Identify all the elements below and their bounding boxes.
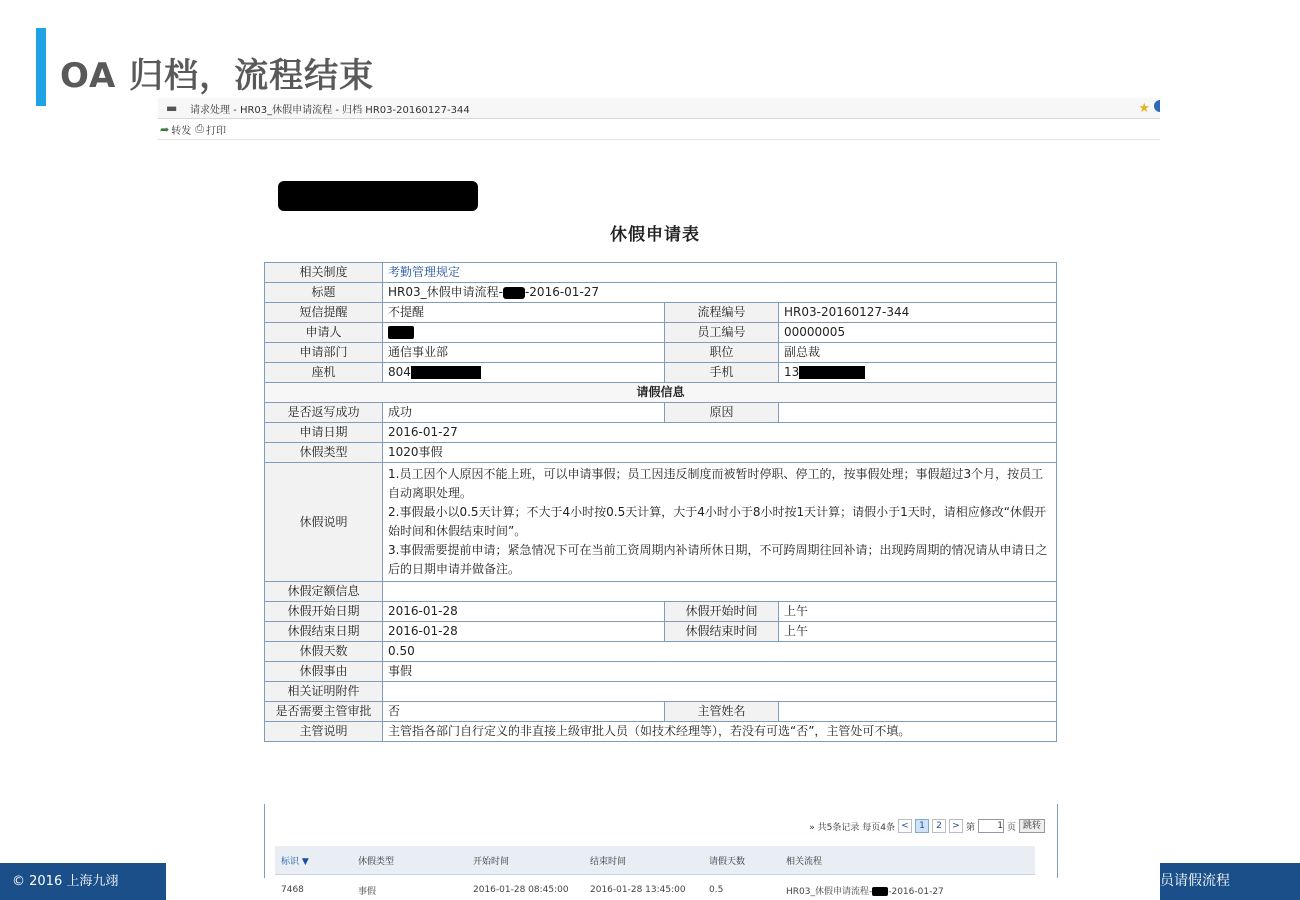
process-no-value: HR03-20160127-344	[779, 303, 1057, 323]
form-row	[265, 722, 1057, 742]
column-header-days[interactable]: 请假天数	[703, 846, 780, 875]
prev-page-button[interactable]: <	[898, 819, 912, 833]
form-row	[265, 343, 1057, 363]
form-row	[265, 463, 1057, 582]
page-icon: ▬	[166, 101, 178, 115]
field-label: 相关证明附件	[265, 682, 383, 702]
form-row	[265, 582, 1057, 602]
form-row	[265, 403, 1057, 423]
cell-start: 2016-01-28 08:45:00	[473, 885, 569, 895]
form-row	[265, 622, 1057, 642]
supervisor-desc-value: 主管指各部门自行定义的非直接上级审批人员（如技术经理等），若没有可选“否”，主管处可不填。	[383, 722, 1057, 742]
form-row	[265, 682, 1057, 702]
leave-records-panel	[264, 804, 1058, 897]
goto-button[interactable]: 跳转	[1019, 819, 1045, 833]
print-label: 打印	[206, 125, 227, 137]
supervisor-name-value	[779, 702, 1057, 722]
title-accent-bar	[36, 28, 46, 106]
print-button[interactable]	[195, 122, 226, 137]
pagination-summary: » 共5条记录 每页4条	[809, 822, 895, 833]
table-header-row	[275, 846, 1035, 875]
form-row	[265, 602, 1057, 622]
globe-icon[interactable]	[1154, 100, 1160, 112]
field-label: 是否返写成功	[265, 403, 383, 423]
field-label: 手机	[665, 363, 779, 383]
field-label: 相关制度	[265, 263, 383, 283]
cell-days: 0.5	[709, 885, 724, 895]
form-row	[265, 263, 1057, 283]
reason-value	[779, 403, 1057, 423]
footer-copyright: © 2016 上海九翊	[0, 863, 166, 900]
column-header-type[interactable]: 休假类型	[352, 846, 467, 875]
start-time-value: 上午	[779, 602, 1057, 622]
mobile-value: 13	[779, 363, 1057, 383]
field-label: 职位	[665, 343, 779, 363]
form-row	[265, 423, 1057, 443]
cell-type: 事假	[358, 886, 377, 897]
cause-value: 事假	[383, 662, 1057, 682]
description-line: 2.事假最小以0.5天计算；不大于4小时按0.5天计算，大于4小时小于8小时按1天计算；请假小于1天时，请相应修改“休假开始时间和休假结束时间”。	[388, 505, 1047, 538]
quota-info-value	[383, 582, 1057, 602]
field-label: 休假事由	[265, 662, 383, 682]
form-row	[265, 702, 1057, 722]
field-label: 休假结束日期	[265, 622, 383, 642]
goto-page-input[interactable]: 1	[978, 819, 1004, 833]
related-policy-link[interactable]: 考勤管理规定	[388, 265, 461, 279]
field-label: 标题	[265, 283, 383, 303]
goto-prefix: 第	[965, 822, 975, 833]
field-label: 休假说明	[265, 463, 383, 582]
landline-value: 804	[383, 363, 665, 383]
leave-type-value: 1020事假	[383, 443, 1057, 463]
apply-date-value: 2016-01-27	[383, 423, 1057, 443]
form-row	[265, 443, 1057, 463]
leave-form	[264, 262, 1056, 742]
field-label: 申请部门	[265, 343, 383, 363]
slide-title: OA 归档，流程结束	[60, 56, 375, 96]
sms-reminder-value: 不提醒	[383, 303, 665, 323]
leave-description	[383, 463, 1057, 582]
browser-tab-bar	[158, 98, 1160, 119]
subject-value: HR03_休假申请流程- -2016-01-27	[383, 283, 1057, 303]
form-row	[265, 662, 1057, 682]
attachment-value	[383, 682, 1057, 702]
leave-form-table	[264, 262, 1057, 742]
form-row	[265, 283, 1057, 303]
redacted-logo	[278, 181, 478, 211]
start-date-value: 2016-01-28	[383, 602, 665, 622]
description-line: 3.事假需要提前申请；紧急情况下可在当前工资周期内补请所休日期，不可跨周期往回补请；出现跨周期的情况请从申请日之后的日期申请并做备注。	[388, 543, 1048, 576]
redacted-name	[872, 887, 888, 896]
field-label: 流程编号	[665, 303, 779, 323]
position-value: 副总裁	[779, 343, 1057, 363]
leave-records-table	[275, 846, 1035, 900]
redacted-landline	[411, 366, 481, 379]
favorite-star-icon[interactable]: ★	[1138, 101, 1150, 116]
pagination	[809, 819, 1045, 833]
field-label: 座机	[265, 363, 383, 383]
table-row[interactable]	[275, 875, 1035, 900]
next-page-button[interactable]: >	[949, 819, 963, 833]
field-label: 休假天数	[265, 642, 383, 662]
writeback-value: 成功	[383, 403, 665, 423]
field-label: 休假类型	[265, 443, 383, 463]
applicant-value	[383, 323, 665, 343]
column-header-end[interactable]: 结束时间	[584, 846, 703, 875]
forward-icon: ➦	[160, 122, 170, 136]
form-row	[265, 323, 1057, 343]
form-row	[265, 642, 1057, 662]
field-label: 申请日期	[265, 423, 383, 443]
field-label: 原因	[665, 403, 779, 423]
end-date-value: 2016-01-28	[383, 622, 665, 642]
field-label: 休假开始日期	[265, 602, 383, 622]
column-header-flow[interactable]: 相关流程	[780, 846, 1035, 875]
cell-end: 2016-01-28 13:45:00	[590, 885, 686, 895]
field-label: 休假结束时间	[665, 622, 779, 642]
column-header-id[interactable]: 标识 ▼	[275, 846, 352, 875]
page-button-1[interactable]: 1	[915, 819, 929, 833]
forward-button[interactable]	[160, 122, 191, 137]
field-label: 主管姓名	[665, 702, 779, 722]
action-toolbar	[158, 119, 1160, 140]
browser-tab-title[interactable]: 请求处理 - HR03_休假申请流程 - 归档 HR03-20160127-344	[190, 104, 470, 116]
field-label: 是否需要主管审批	[265, 702, 383, 722]
form-row	[265, 383, 1057, 403]
form-row	[265, 303, 1057, 323]
redacted-mobile	[799, 366, 865, 379]
cell-id: 7468	[281, 885, 304, 895]
redacted-applicant	[388, 326, 414, 339]
printer-icon: ⎙	[195, 122, 205, 135]
footer-section-title: 员请假流程	[1160, 863, 1300, 900]
redacted-name	[503, 287, 525, 299]
field-label: 主管说明	[265, 722, 383, 742]
field-label: 休假开始时间	[665, 602, 779, 622]
field-label: 短信提醒	[265, 303, 383, 323]
browser-window	[158, 98, 1160, 900]
goto-suffix: 页	[1006, 822, 1016, 833]
section-header: 请假信息	[265, 383, 1057, 403]
field-label: 申请人	[265, 323, 383, 343]
field-label: 休假定额信息	[265, 582, 383, 602]
forward-label: 转发	[171, 125, 192, 137]
form-row	[265, 363, 1057, 383]
description-line: 1.员工因个人原因不能上班，可以申请事假；员工因违反制度而被暂时停职、停工的，按事假处理；事假超过3个月，按员工自动离职处理。	[388, 467, 1044, 500]
employee-no-value: 00000005	[779, 323, 1057, 343]
days-value: 0.50	[383, 642, 1057, 662]
field-label: 员工编号	[665, 323, 779, 343]
form-title: 休假申请表	[610, 225, 700, 245]
page-button-2[interactable]: 2	[932, 819, 946, 833]
cell-flow-link[interactable]: HR03_休假申请流程- -2016-01-27	[786, 886, 944, 897]
end-time-value: 上午	[779, 622, 1057, 642]
need-supervisor-value: 否	[383, 702, 665, 722]
department-value: 通信事业部	[383, 343, 665, 363]
column-header-start[interactable]: 开始时间	[467, 846, 584, 875]
